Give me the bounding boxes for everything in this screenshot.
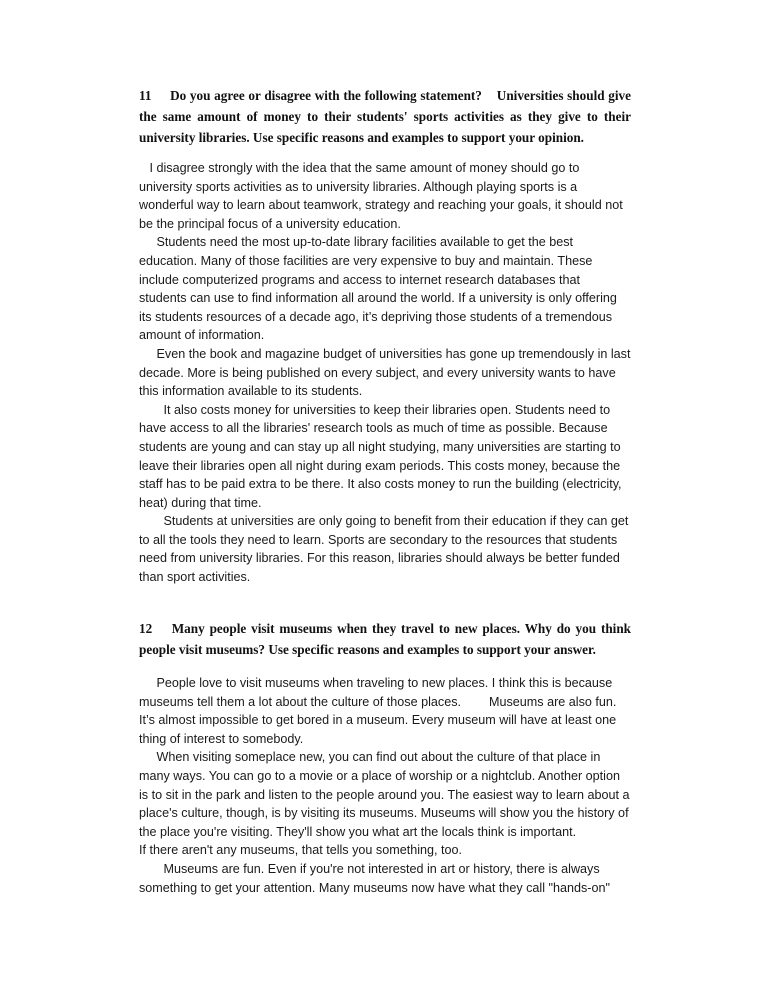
essay-12-paragraph: Museums are fun. Even if you're not interested in art or history, there is always something to get your attention. Many museums now have what they call "hands-on" — [139, 861, 610, 895]
essay-12 — [139, 674, 634, 897]
essay-12-paragraph: People love to visit museums when traveling to new places. I think this is because museums tell them a lot about the culture of those places. Museums are also fun. It’s almost impossible to get bored in a museum. Every museum will have at least one thing of interest to somebody. — [139, 676, 620, 746]
essay-11-paragraph: It also costs money for universities to keep their libraries open. Students need to have access to all the libraries' research tools as much of time as possible. Because students are young and can stay up all night studying, many universities are starting to leave their libraries open all night during exam periods. This costs money, because the staff has to be paid extra to be there. It also costs money to run the building (electricity, heat) during that time. — [139, 402, 626, 510]
essay-12-paragraph: When visiting someplace new, you can find out about the culture of that place in many ways. You can go to a movie or a place of worship or a nightclub. Another option is to sit in the park and listen to the people around you. The easiest way to learn about a place's culture, though, is by visiting its museums. Museums will show you the history of the place you're visiting. They'll show you what art the locals think is important. — [139, 750, 634, 839]
question-12-prompt: 12 Many people visit museums when they travel to new places. Why do you think people visit museums? Use specific reasons and examples to support your answer. — [139, 621, 635, 657]
question-11-prompt: 11 Do you agree or disagree with the following statement? Universities should give the same amount of money to their students' sports activities as they give to their university libraries. Use specific reasons and examples to support your opinion. — [139, 88, 635, 145]
essay-11-paragraph: I disagree strongly with the idea that the same amount of money should go to university sports activities as to university libraries. Although playing sports is a wonderful way to learn about teamwork, strategy and reaching your goals, it should not be the principal focus of a university education. — [139, 161, 627, 231]
essay-11 — [139, 159, 634, 587]
essay-12-paragraph: If there aren't any museums, that tells you something, too. — [139, 843, 463, 858]
essay-11-paragraph: Even the book and magazine budget of universities has gone up tremendously in last decade. More is being published on every subject, and every university wants to have this information available to its students. — [139, 346, 634, 399]
essay-11-paragraph: Students need the most up-to-date library facilities available to get the best education. Many of those facilities are very expensive to buy and maintain. These include computerized programs and access to internet research databases that students can use to find information all around the world. If a university is only offering its students resources of a decade ago, it’s depriving those students of a tremendous amount of information. — [139, 235, 621, 343]
essay-11-paragraph: Students at universities are only going to benefit from their education if they can get to all the tools they need to learn. Sports are secondary to the resources that students need from university libraries. For this reason, libraries should always be better funded than sport activities. — [139, 514, 632, 585]
